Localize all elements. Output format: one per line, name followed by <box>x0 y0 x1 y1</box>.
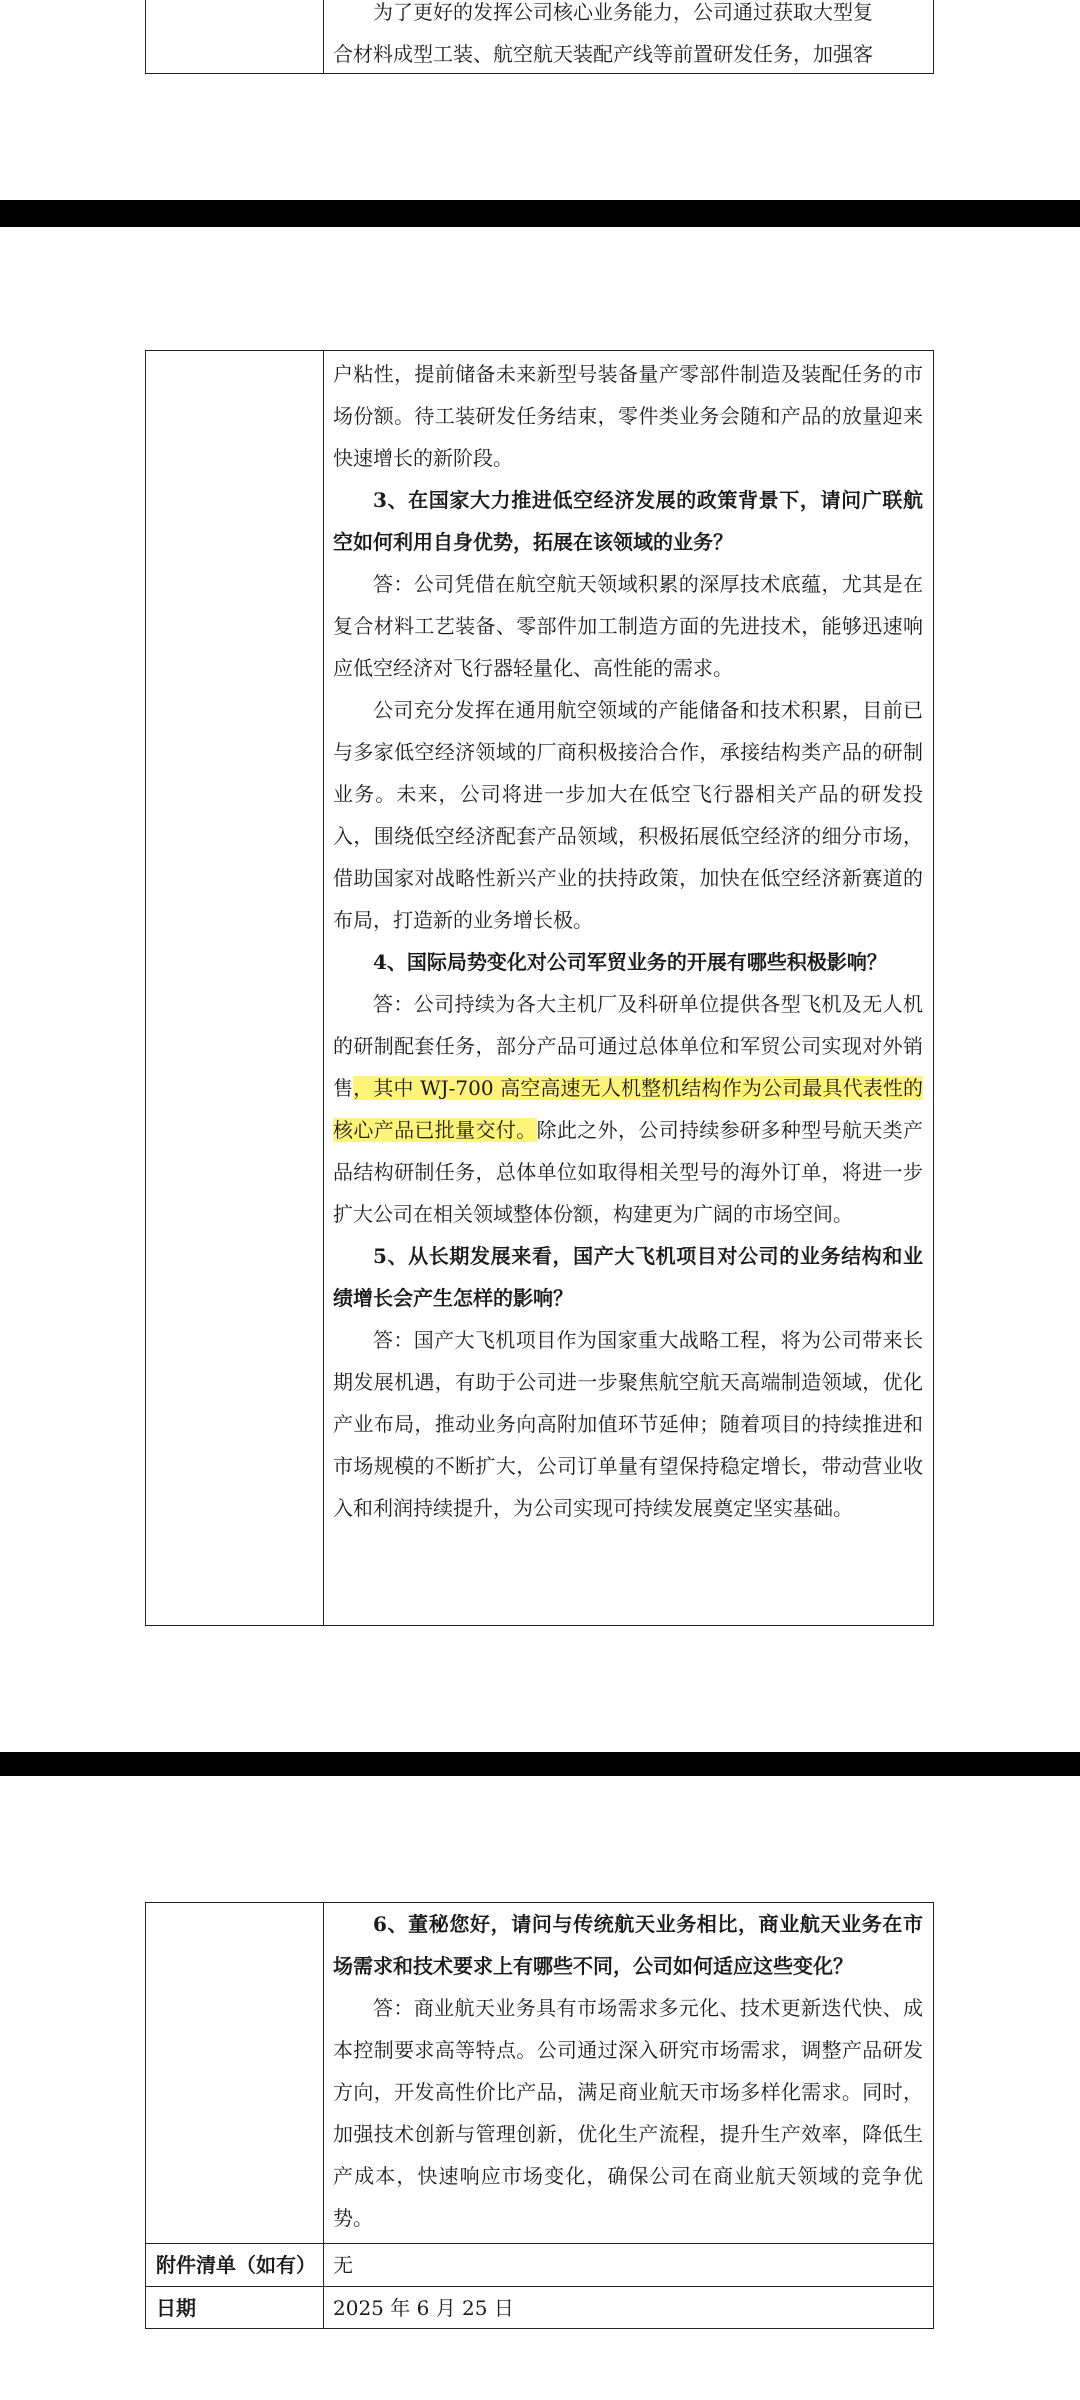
answer-5: 答：国产大飞机项目作为国家重大战略工程，将为公司带来长期发展机遇，有助于公司进一步聚焦航空航天高端制造领域，优化产业布局，推动业务向高附加值环节延伸；随着项目的持续推进和市场规模的不断扩大，公司订单量有望保持稳定增长，带动营业收入和利润持续提升，为公司实现可持续发展奠定坚实基础。 <box>333 1328 923 1520</box>
text-line: 为了更好的发挥公司核心业务能力，公司通过获取大型复 <box>373 0 873 24</box>
attachments-row <box>146 2243 933 2287</box>
column-divider <box>323 1903 324 2243</box>
answer-4 <box>333 983 923 1235</box>
question-4: 4、国际局势变化对公司军贸业务的开展有哪些积极影响？ <box>373 950 887 974</box>
continuation-paragraph: 户粘性，提前储备未来新型号装备量产零部件制造及装配任务的市场份额。待工装研发任务结束，零件类业务会随和产品的放量迎来快速增长的新阶段。 <box>333 362 923 470</box>
answer-4-text: 答：公司持续为各大主机厂及科研单位提供各型飞机及无人机的研制配套任务，部分产品可通过总体单位和军贸公司实现对外销售 <box>333 992 923 1100</box>
question-5: 5、从长期发展来看，国产大飞机项目对公司的业务结构和业绩增长会产生怎样的影响？ <box>333 1244 923 1310</box>
answer-3-part-2: 公司充分发挥在通用航空领域的产能储备和技术积累，目前已与多家低空经济领域的厂商积极接洽合作，承接结构类产品的研制业务。未来，公司将进一步加大在低空飞行器相关产品的研发投入，围绕低空经济配套产品领域，积极拓展低空经济的细分市场，借助国家对战略性新兴产业的扶持政策，加快在低空经济新赛道的布局，打造新的业务增长极。 <box>333 698 923 932</box>
date-label: 日期 <box>156 2296 196 2320</box>
table-page3 <box>145 1902 934 2329</box>
attachments-value: 无 <box>333 2253 353 2277</box>
content-cell <box>333 0 923 75</box>
table-page1 <box>145 0 934 74</box>
answer-4-text-cont: 除此之外，公司持续参研多种型号航天类产品结构研制任务，总体单位如取得相关型号的海外订单，将进一步扩大公司在相关领域整体份额，构建更为广阔的市场空间。 <box>333 1118 924 1226</box>
content-cell <box>333 1903 923 2239</box>
date-row <box>146 2286 933 2329</box>
answer-6: 答：商业航天业务具有市场需求多元化、技术更新迭代快、成本控制要求高等特点。公司通过深入研究市场需求，调整产品研发方向，开发高性价比产品，满足商业航天市场多样化需求。同时，加强技术创新与管理创新，优化生产流程，提升生产效率，降低生产成本，快速响应市场变化，确保公司在商业航天领域的竞争优势。 <box>333 1996 923 2230</box>
column-divider <box>323 351 324 1625</box>
content-cell <box>333 353 923 1529</box>
highlighted-text: ，其中 WJ-700 高空高速无人机整机结构作为公司最具代表性的核心产品已批量交付。 <box>333 1076 923 1142</box>
text-line: 合材料成型工装、航空航天装配产线等前置研发任务，加强客 <box>333 42 873 66</box>
column-divider <box>323 2287 324 2329</box>
page-separator <box>0 200 1080 227</box>
table-page2 <box>145 350 934 1626</box>
question-3: 3、在国家大力推进低空经济发展的政策背景下，请问广联航空如何利用自身优势，拓展在该领域的业务？ <box>333 488 923 554</box>
answer-3-part-1: 答：公司凭借在航空航天领域积累的深厚技术底蕴，尤其是在复合材料工艺装备、零部件加工制造方面的先进技术，能够迅速响应低空经济对飞行器轻量化、高性能的需求。 <box>333 572 923 680</box>
page-separator <box>0 1752 1080 1776</box>
date-value: 2025 年 6 月 25 日 <box>333 2296 514 2320</box>
question-6: 6、董秘您好，请问与传统航天业务相比，商业航天业务在市场需求和技术要求上有哪些不同，公司如何适应这些变化？ <box>333 1912 923 1978</box>
column-divider <box>323 0 324 73</box>
column-divider <box>323 2244 324 2287</box>
attachments-label: 附件清单（如有） <box>156 2253 316 2277</box>
